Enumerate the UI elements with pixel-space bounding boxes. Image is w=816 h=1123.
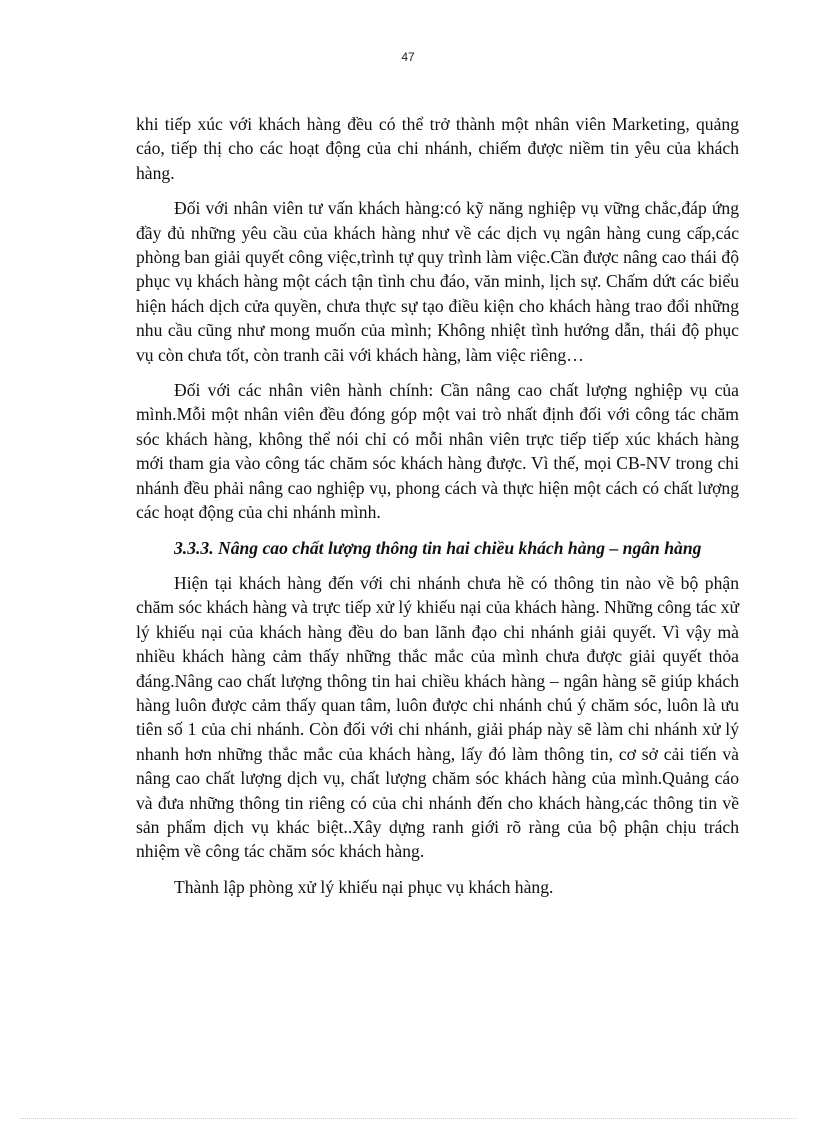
paragraph-complaint-department: Thành lập phòng xử lý khiếu nại phục vụ khách hàng. [174, 876, 554, 897]
paragraph-marketing-continuation: khi tiếp xúc với khách hàng đều có thể trở thành một nhân viên Marketing, quảng cáo, tiếp thị cho các hoạt động của chi nhánh, chiếm được niềm tin yêu của khách hàng. [136, 114, 739, 183]
footer-divider [20, 1118, 796, 1119]
section-heading-3-3-3: 3.3.3. Nâng cao chất lượng thông tin hai chiều khách hàng – ngân hàng [174, 537, 702, 558]
document-body [136, 112, 739, 910]
paragraph-advisory-staff: Đối với nhân viên tư vấn khách hàng:có kỹ năng nghiệp vụ vững chắc,đáp ứng đầy đủ những yêu cầu của khách hàng như về các dịch vụ ngân hàng cung cấp,các phòng ban giải quyết công việc,trình tự quy trình làm việc.Cần được nâng cao thái độ phục vụ khách hàng một cách tận tình chu đáo, văn minh, lịch sự. Chấm dứt các biểu hiện hách dịch cửa quyền, chưa thực sự tạo điều kiện cho khách hàng trao đổi những nhu cầu cũng như mong muốn của mình; Không nhiệt tình hướng dẫn, thái độ phục vụ còn chưa tốt, còn tranh cãi với khách hàng, làm việc riêng… [136, 198, 739, 365]
page-number: 47 [401, 50, 415, 64]
paragraph-two-way-information: Hiện tại khách hàng đến với chi nhánh chưa hề có thông tin nào về bộ phận chăm sóc khách hàng và trực tiếp xử lý khiếu nại của khách hàng. Những công tác xử lý khiếu nại của khách hàng đều do ban lãnh đạo chi nhánh giải quyết. Vì vậy mà nhiều khách hàng cảm thấy những thắc mắc của mình chưa được giải quyết thỏa đáng.Nâng cao chất lượng thông tin hai chiều khách hàng – ngân hàng sẽ giúp khách hàng luôn được cảm thấy quan tâm, luôn được chi nhánh chú ý chăm sóc, luôn là ưu tiên số 1 của chi nhánh. Còn đối với chi nhánh, giải pháp này sẽ làm chi nhánh xử lý nhanh hơn những thắc mắc của khách hàng, lấy đó làm thông tin, cơ sở cải tiến và nâng cao chất lượng dịch vụ, chất lượng chăm sóc khách hàng của mình.Quảng cáo và đưa những thông tin riêng có của chi nhánh đến cho khách hàng,các thông tin về sản phẩm dịch vụ khác biệt..Xây dựng ranh giới rõ ràng của bộ phận chịu trách nhiệm về công tác chăm sóc khách hàng. [136, 572, 739, 862]
paragraph-administrative-staff: Đối với các nhân viên hành chính: Cần nâng cao chất lượng nghiệp vụ của mình.Mỗi một nhân viên đều đóng góp một vai trò nhất định đối với công tác chăm sóc khách hàng, không thể nói chỉ có mỗi nhân viên trực tiếp tiếp xúc khách hàng mới tham gia vào công tác chăm sóc khách hàng được. Vì thế, mọi CB-NV trong chi nhánh đều phải nâng cao nghiệp vụ, phong cách và thực hiện một cách có chất lượng các hoạt động của chi nhánh mình. [136, 380, 739, 523]
